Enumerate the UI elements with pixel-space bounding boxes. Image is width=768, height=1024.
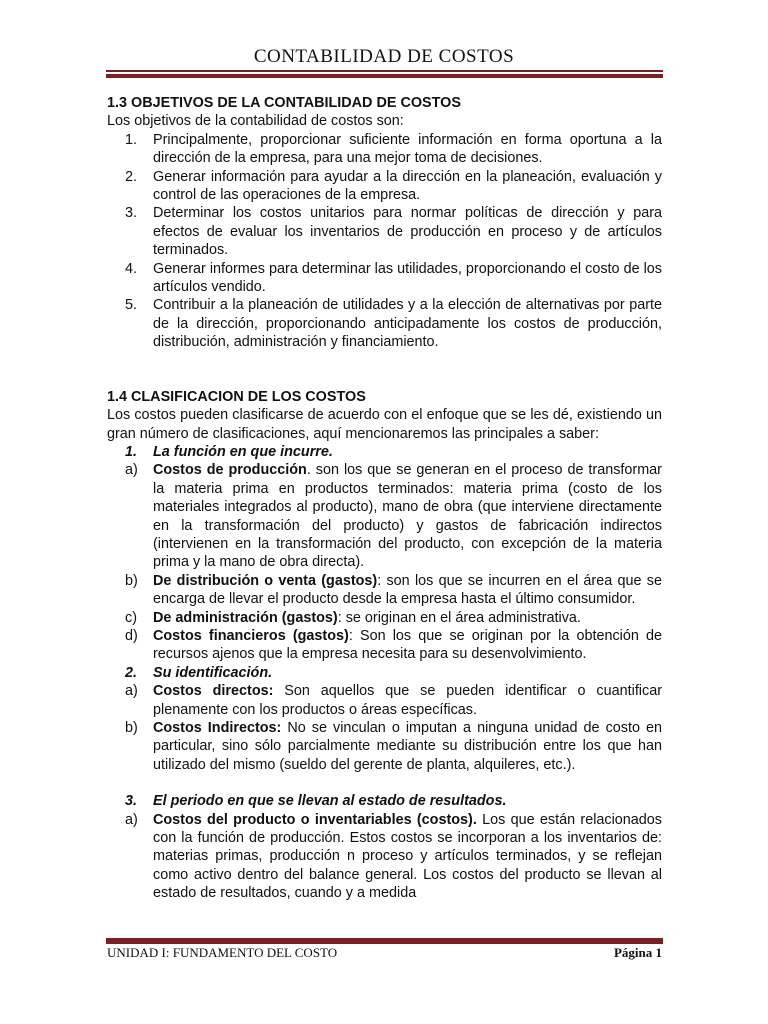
group-title-periodo: 3. El periodo en que se llevan al estado de resultados.	[125, 793, 507, 810]
page-header-title: CONTABILIDAD DE COSTOS	[253, 46, 515, 67]
list-item: 3. Determinar los costos unitarios para normar políticas de dirección y para efectos de evaluar los inventarios de producción en proceso y de artículos terminados.	[125, 205, 662, 259]
page-number: Página 1	[613, 945, 662, 960]
footer-rule	[106, 936, 663, 944]
section-intro-1-3: Los objetivos de la contabilidad de costos son:	[107, 113, 404, 130]
list-item: 5. Contribuir a la planeación de utilidades y a la elección de alternativas por parte de la dirección, proporcionando anticipadamente los costos de producción, distribución, administración y financiamiento.	[125, 297, 662, 351]
footer-unit-label: UNIDAD I: FUNDAMENTO DEL COSTO	[107, 945, 338, 960]
list-item: b) Costos Indirectos: No se vinculan o imputan a ninguna unidad de costo en particular, sino sólo parcialmente mediante su distribución entre los que han utilizado del mismo (sueldo del gerente de planta, alquileres, etc.).	[125, 720, 662, 773]
section-heading-1-4: 1.4 CLASIFICACION DE LOS COSTOS	[107, 388, 366, 405]
page-footer	[107, 945, 662, 961]
list-item: a) Costos del producto o inventariables (costos). Los que están relacionados con la función de producción. Estos costos se incorporan a los inventarios de: materias primas, producción n proceso y artículos terminados, y se reflejan como activo dentro del balance general. Los costos del producto se llevan al estado de resultados, cuando y a medida	[125, 811, 663, 902]
header-rule	[106, 70, 663, 78]
list-item: d) Costos financieros (gastos): Son los que se originan por la obtención de recursos ajenos que la empresa necesita para su desenvolvimiento.	[125, 627, 663, 663]
list-item: 4. Generar informes para determinar las utilidades, proporcionando el costo de los artículos vendido.	[125, 260, 662, 296]
list-item: c) De administración (gastos): se originan en el área administrativa.	[125, 609, 581, 626]
group-title-identificacion: 2. Su identificación.	[125, 664, 273, 681]
section-intro-1-4: Los costos pueden clasificarse de acuerdo con el enfoque que se les dé, existiendo un gran número de clasificaciones, aquí mencionaremos las principales a saber:	[107, 407, 662, 442]
group-title-funcion: 1. La función en que incurre.	[125, 443, 333, 460]
list-item: a) Costos de producción. son los que se generan en el proceso de transformar la materia prima en productos terminados: materia prima (costo de los materiales integrados al producto), mano de obra (que interviene directamente en la transformación del producto) y gastos de fabricación indirectos (intervienen en la transformación del producto, con excepción de la materia prima y la mano de obra directa).	[125, 462, 662, 571]
section-heading-1-3: 1.3 OBJETIVOS DE LA CONTABILIDAD DE COSTOS	[107, 95, 461, 111]
list-item: a) Costos directos: Son aquellos que se pueden identificar o cuantificar plenamente con los productos o áreas específicas.	[125, 683, 662, 718]
list-item: 1. Principalmente, proporcionar suficiente información en forma oportuna a la dirección de la empresa, para una mejor toma de decisiones.	[125, 131, 662, 167]
list-item: 2. Generar información para ayudar a la dirección en la planeación, evaluación y control de las operaciones de la empresa.	[125, 168, 662, 204]
list-item: b) De distribución o venta (gastos): son los que se incurren en el área que se encarga de llevar el producto desde la empresa hasta el último consumidor.	[125, 572, 662, 608]
document-body	[107, 94, 662, 903]
